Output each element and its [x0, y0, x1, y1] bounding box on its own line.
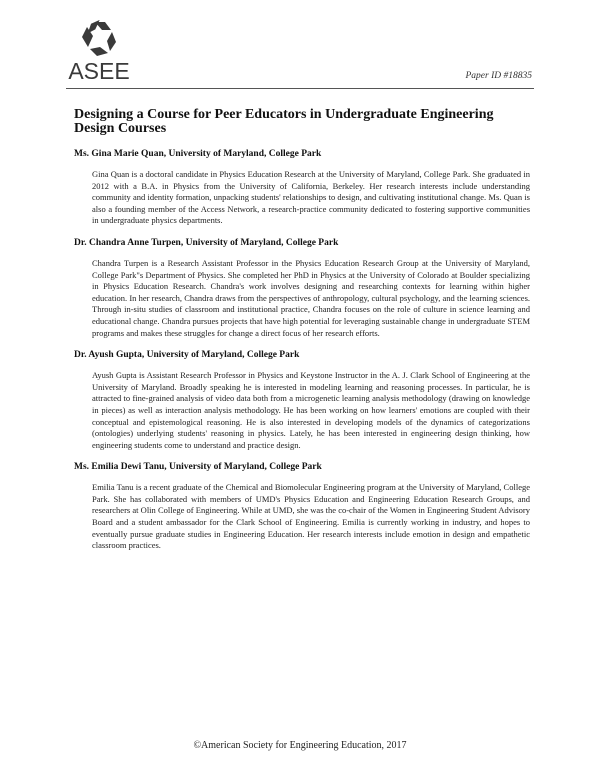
author-section [74, 237, 530, 339]
author-section [74, 349, 530, 451]
author-section [74, 148, 530, 227]
author-bio: Emilia Tanu is a recent graduate of the Chemical and Biomolecular Engineering program at the University of Maryland, College Park. She has collaborated with members of UMD's Physics Education and Engineering Education Research Groups, and researchers at Olin College of Engineering. While at UMD, she was the co-chair of the Women in Engineering Student Advisory Board and a student ambassador for the Clark School of Engineering. Emilia is currently working in industry, and hopes to eventually pursue graduate studies in Engineering Education. Her research interests include emotion in design and empathetic classroom practices. [92, 482, 530, 551]
author-name: Ms. Gina Marie Quan, University of Maryland, College Park [74, 149, 322, 159]
author-list [74, 148, 530, 562]
paper-id: Paper ID #18835 [465, 71, 532, 81]
header-divider [66, 88, 534, 89]
author-name: Dr. Ayush Gupta, University of Maryland, College Park [74, 350, 300, 361]
author-name: Dr. Chandra Anne Turpen, University of Maryland, College Park [74, 237, 339, 248]
paper-title: Designing a Course for Peer Educators in Undergraduate Engineering Design Courses [74, 107, 494, 136]
author-bio: Ayush Gupta is Assistant Research Professor in Physics and Keystone Instructor in the A. J. Clark School of Engineering at the University of Maryland. Broadly speaking he is interested in modeling learning and reasoning processes. In particular, he is attracted to fine-grained analysis of video data both from a microgenetic learning analysis methodology (drawing on knowledge in pieces) as well as interaction analysis methodology. He has been working on how learners' emotions are coupled with their conceptual and epistemological reasoning. He is also interested in developing models of the dynamics of categorizations (ontologies) underlying students' reasoning in physics. Lately, he has been interested in engineering design thinking, how engineering students come to understand and practice design. [92, 370, 530, 450]
author-name: Ms. Emilia Dewi Tanu, University of Maryland, College Park [74, 462, 322, 473]
asee-logo-text: ASEE [68, 58, 130, 84]
author-bio: Gina Quan is a doctoral candidate in Physics Education Research at the University of Maryland, College Park. She graduated in 2012 with a B.A. in Physics from the University of California, Berkeley. Her research interests include understanding community and identity formation, unpacking students' relationships to design, and cultivating institutional change. Ms. Quan is also a founding member of the Access Network, a research-practice community dedicated to fostering supportive communities in undergraduate physics departments. [92, 169, 530, 226]
author-section [74, 461, 530, 552]
copyright-footer: ©American Society for Engineering Education, 2017 [193, 740, 407, 751]
asee-logo-icon [66, 20, 132, 60]
author-bio: Chandra Turpen is a Research Assistant Professor in the Physics Education Research Group at the University of Maryland, College Park"s Department of Physics. She completed her PhD in Physics at the University of Colorado at Boulder specializing in Physics Education Research. Chandra's work involves designing and researching contexts for learning within higher education. In her research, Chandra draws from the perspectives of anthropology, cultural psychology, and the learning sciences. Through in-situ studies of classroom and institutional practice, Chandra focuses on the role of culture in science learning and educational change. Chandra pursues projects that have high potential for leveraging sustainable change in undergraduate STEM programs and makes these struggles for change a direct focus of her research efforts. [92, 257, 530, 338]
